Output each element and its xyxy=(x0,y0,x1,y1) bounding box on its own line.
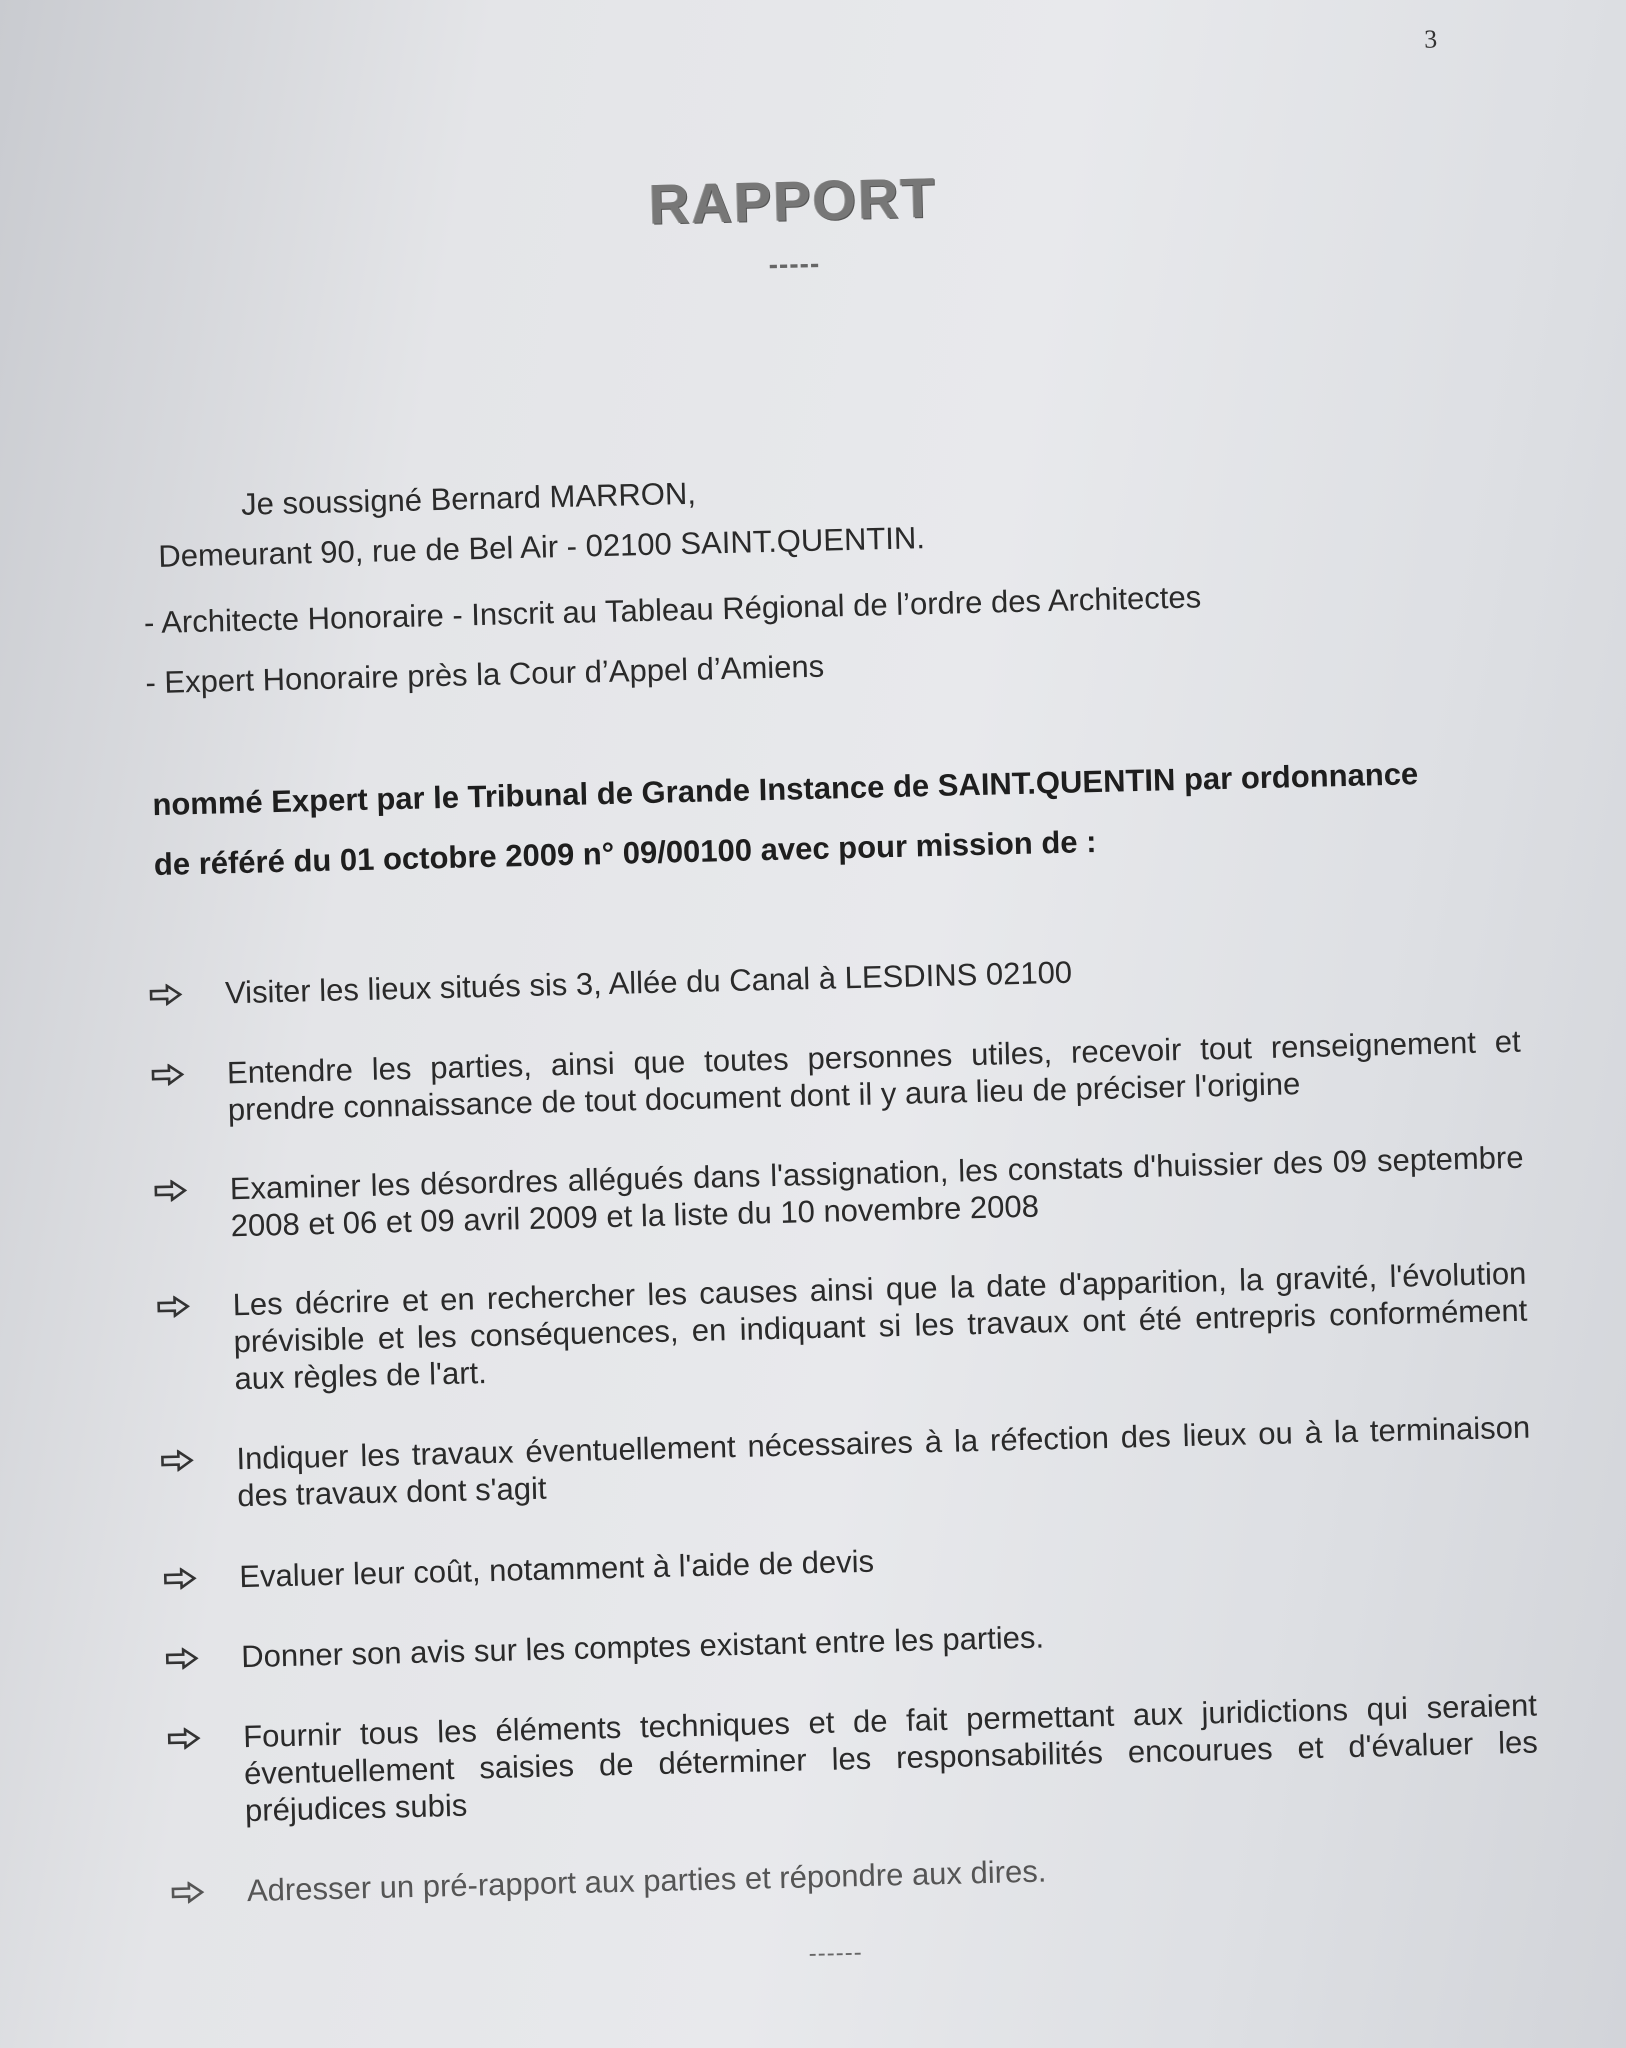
mission-text: Entendre les parties, ainsi que toutes personnes utiles, recevoir tout renseignement et prendre connaissance de tout document dont il y aura lieu de préciser l'origine xyxy=(226,1023,1522,1128)
mission-text: Examiner les désordres allégués dans l'assignation, les constats d'huissier des 09 septembre 2008 et 06 et 09 avril 2009 et la liste du 10 novembre 2008 xyxy=(229,1139,1524,1244)
arrow-outline-icon xyxy=(167,1718,244,1758)
mission-item xyxy=(171,1840,1542,1911)
mission-text: Les décrire et en rechercher les causes ainsi que la date d'apparition, la gravité, l'évolution prévisible et les conséquences, en indiquant si les travaux ont été entrepris conformément aux règles de l'art. xyxy=(232,1255,1528,1397)
mission-text: Donner son avis sur les comptes existant entre les parties. xyxy=(240,1619,1045,1675)
mission-text: Visiter les lieux situés sis 3, Allée du Canal à LESDINS 02100 xyxy=(224,954,1073,1011)
arrow-outline-icon xyxy=(165,1638,242,1678)
mission-item xyxy=(156,1255,1528,1399)
mission-item xyxy=(149,943,1520,1014)
arrow-outline-icon xyxy=(163,1558,240,1598)
nomination-line-2: de référé du 01 octobre 2009 n° 09/00100 avec pour mission de : xyxy=(153,824,1097,883)
arrow-outline-icon xyxy=(160,1440,237,1480)
arrow-outline-icon xyxy=(153,1170,230,1210)
mission-list xyxy=(149,943,1539,1909)
mission-item xyxy=(153,1139,1524,1246)
intro-expert-line: - Expert Honoraire près la Cour d’Appel d’Amiens xyxy=(145,648,825,701)
document-title: RAPPORT xyxy=(648,165,938,236)
title-underline: ----- xyxy=(768,247,821,280)
page-number: 3 xyxy=(1423,24,1438,54)
intro-architect-line: - Architecte Honoraire - Inscrit au Tableau Régional de l’ordre des Architectes xyxy=(143,579,1202,641)
mission-item xyxy=(165,1607,1536,1678)
mission-item xyxy=(167,1687,1539,1831)
intro-address-line: Demeurant 90, rue de Bel Air - 02100 SAINT.QUENTIN. xyxy=(157,520,926,574)
arrow-outline-icon xyxy=(171,1872,248,1912)
mission-item xyxy=(151,1023,1522,1130)
arrow-outline-icon xyxy=(151,1054,228,1094)
mission-item xyxy=(163,1527,1534,1598)
mission-item xyxy=(160,1409,1531,1516)
arrow-outline-icon xyxy=(149,974,226,1014)
mission-text: Adresser un pré-rapport aux parties et répondre aux dires. xyxy=(246,1853,1047,1909)
arrow-outline-icon xyxy=(156,1286,233,1326)
mission-text: Fournir tous les éléments techniques et de fait permettant aux juridictions qui seraient éventuellement saisies de déterminer les responsabilités encourues et d'évaluer les préjudices subis xyxy=(242,1687,1539,1829)
nomination-line-1: nommé Expert par le Tribunal de Grande Instance de SAINT.QUENTIN par ordonnance xyxy=(152,756,1419,823)
intro-name-line: Je soussigné Bernard MARRON, xyxy=(240,475,697,522)
end-rule: ------ xyxy=(808,1939,864,1968)
mission-text: Indiquer les travaux éventuellement nécessaires à la réfection des lieux ou à la terminaison des travaux dont s'agit xyxy=(236,1409,1531,1514)
mission-text: Evaluer leur coût, notamment à l'aide de devis xyxy=(238,1543,875,1595)
